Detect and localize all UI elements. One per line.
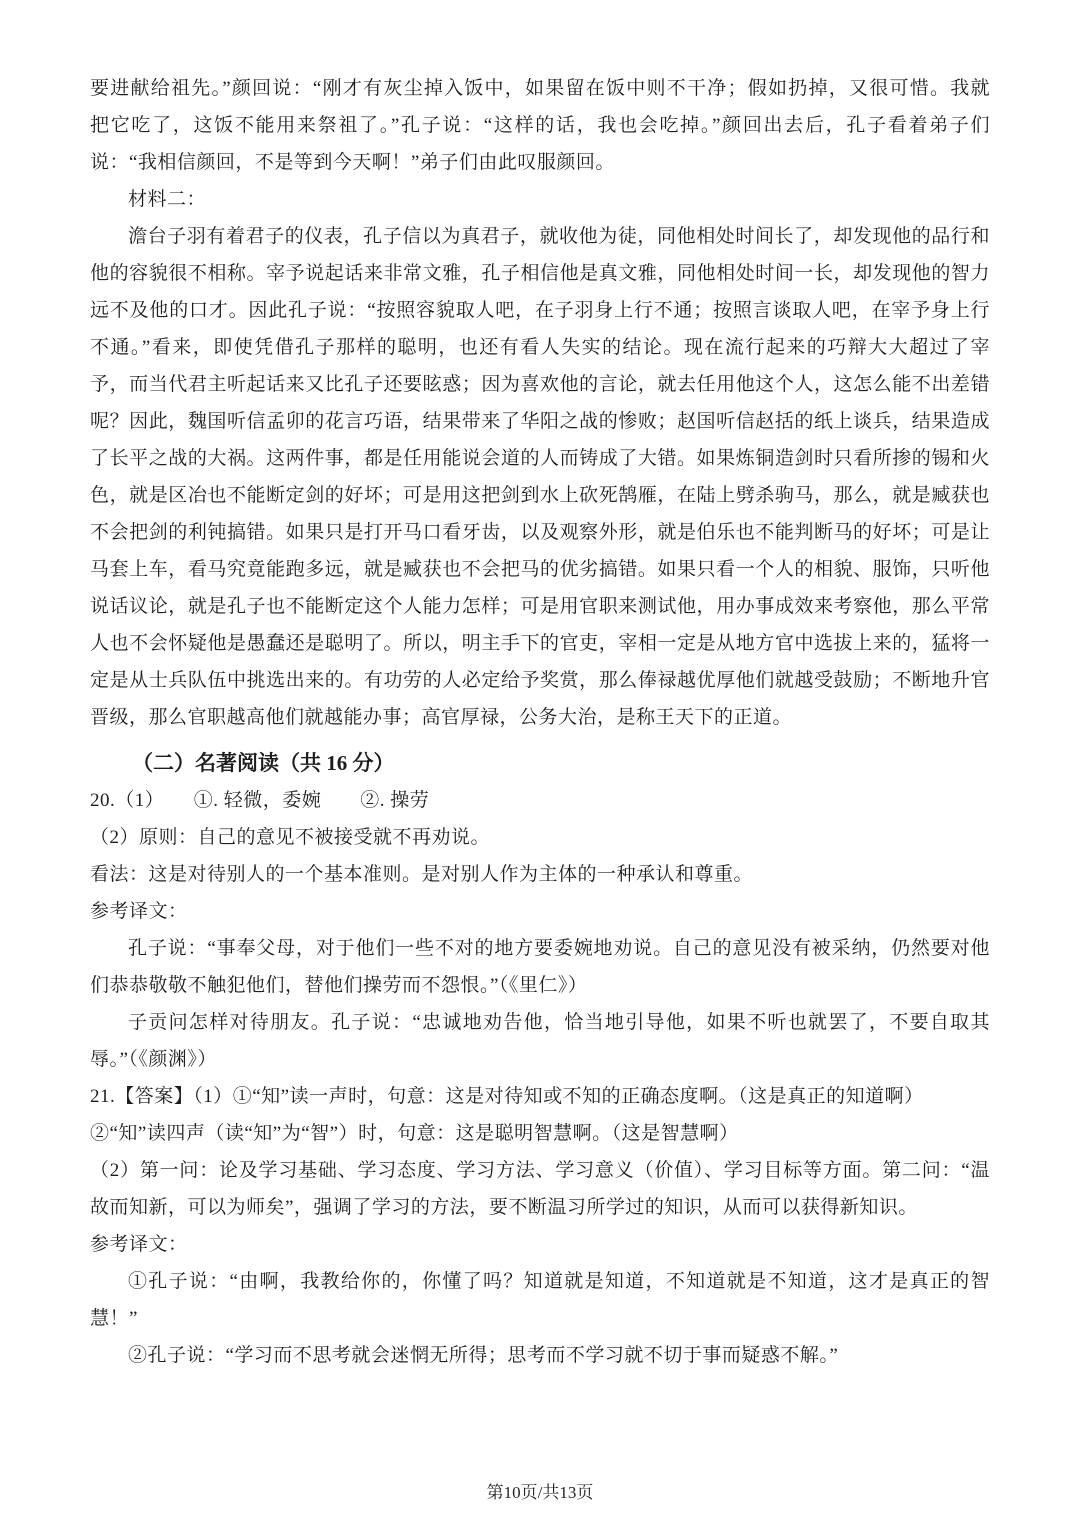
answer-line: 看法：这是对待别人的一个基本准则。是对别人作为主体的一种承认和尊重。 [90,864,754,885]
text-line: 了长平之战的大祸。这两件事，都是任用能说会道的人而铸成了大错。如果炼铜造剑时只看所掺的锡和火 [90,448,990,469]
text-line: 不会把剑的利钝搞错。如果只是打开马口看牙齿，以及观察外形，就是伯乐也不能判断马的好坏；可是让 [90,522,990,543]
text-line: 马套上车，看马究竟能跑多远，就是臧获也不会把马的优劣搞错。如果只看一个人的相貌、服饰，只听他 [90,559,990,580]
page-number: 第10页/共13页 [486,1483,594,1502]
section-heading: （二）名著阅读（共 16 分） [132,751,395,775]
text-line: 人也不会怀疑他是愚蠢还是聪明了。所以，明主手下的官吏，宰相一定是从地方官中选拔上来的，猛将一 [90,633,990,654]
text-line: 远不及他的口才。因此孔子说：“按照容貌取人吧，在子羽身上行不通；按照言谈取人吧，在宰予身上行 [90,300,990,321]
answer-line: 参考译文： [90,1234,188,1255]
answer-line: 21.【答案】（1）①“知”读一声时，句意：这是对待知或不知的正确态度啊。（这是真正的知道啊） [90,1086,924,1107]
text-line: 说：“我相信颜回，不是等到今天啊！”弟子们由此叹服颜回。 [90,152,615,173]
answer-line: ②“知”读四声（读“知”为“智”）时，句意：这是聪明智慧啊。（这是智慧啊） [90,1123,739,1144]
text-line: ①孔子说：“由啊，我教给你的，你懂了吗？知道就是知道，不知道就是不知道，这才是真正的智 [128,1271,990,1292]
answer-line: 故而知新，可以为师矣”，强调了学习的方法，要不断温习所学过的知识，从而可以获得新知识。 [90,1197,918,1218]
answer-line: （2）原则：自己的意见不被接受就不再劝说。 [90,827,491,848]
text-line: 要进献给祖先。”颜回说：“刚才有灰尘掉入饭中，如果留在饭中则不干净；假如扔掉，又很可惜。我就 [90,78,990,99]
text-line: 说话议论，就是孔子也不能断定这个人能力怎样；可是用官职来测试他，用办事成效来考察他，那么平常 [90,596,990,617]
answer-line: 参考译文： [90,901,188,922]
text-line: 呢？因此，魏国听信孟卯的花言巧语，结果带来了华阳之战的惨败；赵国听信赵括的纸上谈兵，结果造成 [90,411,990,432]
text-line: 晋级，那么官职越高他们就越能办事；高官厚禄，公务大治，是称王天下的正道。 [90,707,793,728]
text-line: 他的容貌很不相称。宰予说起话来非常文雅，孔子相信他是真文雅，同他相处时间一长，却发现他的智力 [90,263,990,284]
text-line: 定是从士兵队伍中挑选出来的。有功劳的人必定给予奖赏，那么俸禄越优厚他们就越受鼓励；不断地升官 [90,670,990,691]
text-line: 孔子说：“事奉父母，对于他们一些不对的地方要委婉地劝说。自己的意见没有被采纳，仍然要对他 [128,938,990,959]
answer-line: （2）第一问：论及学习基础、学习态度、学习方法、学习意义（价值）、学习目标等方面。第二问：“温 [90,1160,990,1181]
text-line: 材料二： [128,189,207,210]
text-line: 们恭恭敬敬不触犯他们，替他们操劳而不怨恨。”（《里仁》） [90,975,588,996]
document-body [90,70,990,1374]
text-line: 辱。”（《颜渊》） [90,1049,217,1070]
text-line: 澹台子羽有着君子的仪表，孔子信以为真君子，就收他为徒，同他相处时间长了，却发现他的品行和 [128,226,990,247]
text-line: 慧！” [90,1308,138,1329]
text-line: 不通。”看来，即使凭借孔子那样的聪明，也还有看人失实的结论。现在流行起来的巧辩大大超过了宰 [90,337,990,358]
text-line: 予，而当代君主听起话来又比孔子还要眩惑；因为喜欢他的言论，就去任用他这个人，这怎么能不出差错 [90,374,990,395]
text-line: ②孔子说：“学习而不思考就会迷惘无所得；思考而不学习就不切于事而疑惑不解。” [128,1345,839,1366]
text-line: 子贡问怎样对待朋友。孔子说：“忠诚地劝告他，恰当地引导他，如果不听也就罢了，不要自取其 [128,1012,990,1033]
text-line: 色，就是区冶也不能断定剑的好坏；可是用这把剑到水上砍死鹄雁，在陆上劈杀驹马，那么，就是臧获也 [90,485,990,506]
answer-line: 20.（1） ①. 轻微，委婉 ②. 操劳 [90,790,430,811]
text-line: 把它吃了，这饭不能用来祭祖了。”孔子说：“这样的话，我也会吃掉。”颜回出去后，孔子看着弟子们 [90,115,990,136]
